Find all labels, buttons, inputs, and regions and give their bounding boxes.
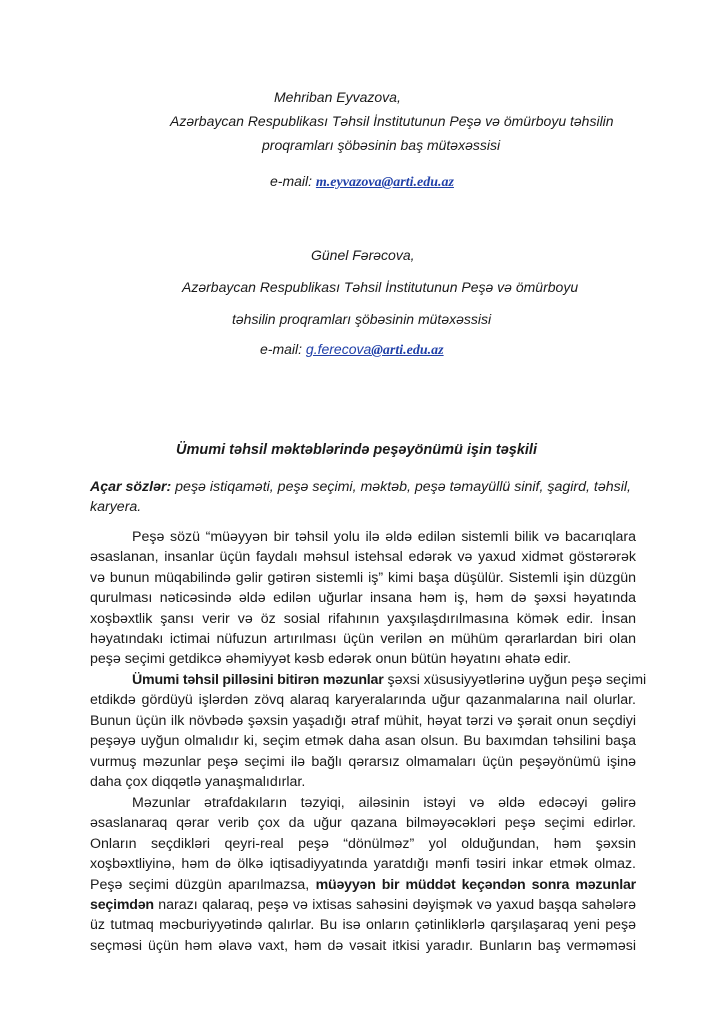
author1-email-link[interactable]: m.eyvazova@arti.edu.az [315,175,454,190]
email-domain: @arti.edu.az [371,343,444,358]
paragraph-line: əsaslanaraq qərar verib çox da uğur qazana bilməyəcəkləri peşə seçimi edirlər. [90,815,636,832]
paragraph-line: xoşbəxtliyinə, həm də ölkə iqtisadiyyatında yaratdığı mənfi təsiri inkar etmək olmaz. [90,856,636,873]
paragraph-line: seçməsi üçün həm əlavə vaxt, həm də vəsait itkisi yaradır. Bunların baş verməməsi [90,937,636,954]
paragraph-line: üz tutmaq məcburiyyətində qalırlar. Bu isə onların çətinliklərlə qarşılaşaraq yeni peşə [90,917,636,934]
paragraph-line: və bunun müqabilində gəlir gətirən sistemli iş” kimi başa düşülür. Sistemli işin düzgün [90,569,636,586]
highlight-text: Ümumi təhsil pilləsini bitirən məzunlar [132,672,384,688]
paragraph-line: vurmuş məzunlar peşə seçimi ilə bağlı qərarsız olmamaları üçün peşəyönümü işinə [90,753,636,770]
author2-affiliation-line1: Azərbaycan Respublikası Təhsil İnstitutunun Peşə və ömürboyu [182,279,579,295]
paragraph-line: əsaslanan, insanlar üçün faydalı məhsul istehsal edərək və yaxud xidmət göstərərək [90,549,636,566]
author1-email-row [270,172,454,192]
paragraph-line: peşə seçimi getdikcə əhəmiyyət kəsb edərək onun bütün həyatını əhatə edir. [90,651,572,668]
paragraph-line [90,670,647,690]
email-label: e-mail: [260,341,306,357]
author2-name: Günel Fərəcova, [311,247,415,263]
paragraph-line: daha çox diqqətlə yanaşmalıdırlar. [90,774,306,791]
text-run: şəxsi xüsusiyyətlərinə uyğun peşə seçimi [383,672,647,688]
paragraph-2 [90,670,647,792]
paragraph-1 [90,527,636,670]
paragraph-line [90,895,636,915]
paragraph-line: peşəyə uyğun olmalıdır ki, seçim etmək daha asan olsun. Bu baxımdan təhsilini başa [90,733,636,750]
paragraph-line: həyatındakı ictimai nüfuzun artırılması üçün verilən ən mühüm qərarlardan biri olan [90,631,636,648]
author2-affiliation-line2: təhsilin proqramları şöbəsinin mütəxəssisi [232,311,492,327]
author1-name: Mehriban Eyvazova, [274,89,401,105]
paragraph-line: Onların seçdikləri qeyri-real peşə “dönülməz” yol olduğundan, həm şəxsin [90,835,636,852]
paragraph-line: xoşbəxtlik şansı verir və öz sosial rifahının yaxşılaşdırılmasına kömək edir. İnsan [90,610,636,627]
keywords-line1 [90,478,631,496]
author2-email-link[interactable] [306,341,444,357]
author1-affiliation-line2: proqramları şöbəsinin baş mütəxəssisi [262,137,501,153]
email-label: e-mail: [270,173,316,189]
paragraph-line [90,875,636,895]
highlight-text: müəyyən bir müddət keçəndən sonra məzunlar [315,876,636,893]
paragraph-line: Bunun üçün ilk növbədə şəxsin yaşadığı ətraf mühit, həyat tərzi və şərait onun seçdiyi [90,712,636,729]
highlight-text: seçimdən [90,897,154,914]
text-run: Peşə seçimi düzgün aparılmazsa, [90,876,316,893]
paragraph-line: etdikdə gördüyü işlərdən zövq alaraq karyeralarında uğur qazanmalarına nail olurlar. [90,692,636,709]
article-title: Ümumi təhsil məktəblərində peşəyönümü işin təşkili [176,442,537,458]
text-run: narazı qalaraq, peşə və ixtisas sahəsini dəyişmək və yaxud başqa sahələrə [153,897,636,914]
paragraph-line: Məzunlar ətrafdakıların təzyiqi, ailəsinin istəyi və əldə edəcəyi gəlirə [132,795,636,811]
author1-affiliation-line1: Azərbaycan Respublikası Təhsil İnstitutunun Peşə və ömürboyu təhsilin [170,113,614,129]
paragraph-line: qurulması nəticəsində əldə edilən uğurlar insana həm iş, həm də şəxsi həyatında [90,590,636,607]
keywords-line2: karyera. [90,499,142,515]
keywords-list: peşə istiqaməti, peşə seçimi, məktəb, peşə təmayüllü sinif, şagird, təhsil, [171,479,631,495]
paragraph-3 [90,793,636,956]
author2-email-row [260,340,444,360]
paragraph-line: Peşə sözü “müəyyən bir təhsil yolu ilə əldə edilən sistemli bilik və bacarıqlara [132,529,636,545]
keywords-label: Açar sözlər: [90,479,172,495]
email-user: g.ferecova [305,341,372,357]
